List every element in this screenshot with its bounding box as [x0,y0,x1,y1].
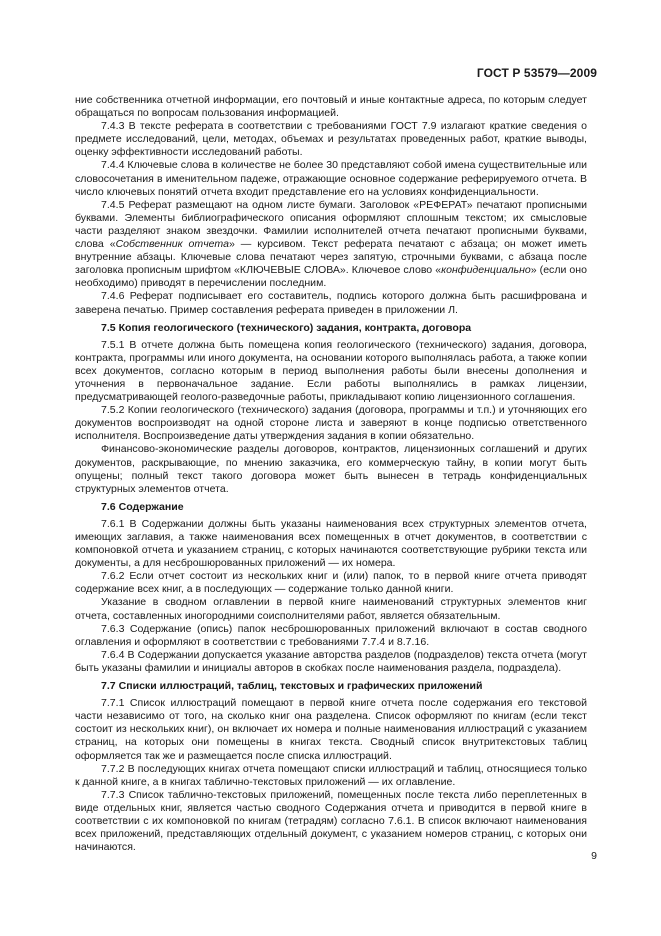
document-body [75,94,587,854]
paragraph-7-6-3: 7.6.3 Содержание (опись) папок несброшюрованных приложений включают в состав сводного оглавления и оформляют в соответствии с требованиями 7.7.4 и 8.7.16. [75,622,587,648]
paragraph-7-5-2: 7.5.2 Копии геологического (технического) задания (договора, программы и т.п.) и уточняющих его документов воспроизводят на одной стороне листа и заверяют в конце подписью ответственного исполнителя. Воспроизведение даты утверждения задания в копии обязательно. [75,404,587,443]
paragraph-7-6-1: 7.6.1 В Содержании должны быть указаны наименования всех структурных элементов отчета, имеющих заглавия, а также наименования всех помещенных в отчет документов, в соответствии с компоновкой отчета и указанием страниц, с которых начинаются соответствующие рубрики текста или документы, а для несброшюрованных приложений — их номера. [75,517,587,570]
italic-term: Собственник отчета [115,238,229,251]
paragraph-financial: Финансово-экономические разделы договоров, контрактов, лицензионных соглашений и других документов, раскрывающие, по мнению заказчика, его коммерческую тайну, в копии могут быть опущены; полный текст такого договора может быть вынесен в тетрадь конфиденциальных структурных элементов отчета. [75,443,587,495]
text-run: » — курсивом. Текст реферата печатают с абзаца; он может иметь внутренние абзацы. Ключевые слова печатают через запятую, строчными буквами, с абзаца после заголовка прописным шрифтом «КЛЮЧЕВЫЕ СЛОВА». Ключевое слово « [75,238,587,277]
paragraph-continuation: ние собственника отчетной информации, его почтовый и иные контактные адреса, по которым следует обращаться по вопросам пользования информацией. [75,94,587,120]
paragraph-summary-toc: Указание в сводном оглавлении в первой книге наименований структурных элементов книг отчета, составленных иногородними соисполнителями работ, является обязательным. [75,596,587,622]
paragraph-7-6-4: 7.6.4 В Содержании допускается указание авторства разделов (подразделов) текста отчета (могут быть указаны фамилии и инициалы авторов в скобках после наименования раздела, подраздела). [75,648,587,674]
paragraph-7-4-5 [75,199,587,291]
page-number: 9 [591,850,597,862]
paragraph-7-5-1: 7.5.1 В отчете должна быть помещена копия геологического (технического) задания, договора, контракта, программы или иного документа, на основании которого выполнялась работа, а также копии всех документов, согласно которым в период выполнения работы были внесены дополнения и уточнения в первоначальное задание. Если работы выполнялись в рамках лицензии, предусматривающей геолого-разведочные работы, прикладывают копию лицензионного соглашения. [75,338,587,404]
paragraph-7-7-1: 7.7.1 Список иллюстраций помещают в первой книге отчета после содержания его текстовой части независимо от того, на сколько книг она разделена. Список оформляют по книгам (если текст состоит из нескольких книг), он включает их номера и полные наименования иллюстраций с указанием страниц, на которых они помещены в книгах текста. Сводный список внутритекстовых таблиц оформляется так же и размещается после списка иллюстраций. [75,697,587,762]
section-heading-7-5: 7.5 Копия геологического (технического) задания, контракта, договора [101,321,472,334]
standard-header: ГОСТ Р 53579—2009 [476,66,597,80]
paragraph-7-7-3: 7.7.3 Список таблично-текстовых приложений, помещенных после текста либо переплетенных в виде отдельных книг, является частью сводного Содержания отчета и приводится в первой книге в соответствии с их компоновкой по книгам (тетрадям) согласно 7.6.1. В список включают наименования всех приложений, представляющих отдельный документ, с указанием номеров страниц, с которых они начинаются. [75,788,587,854]
italic-term: конфиденциально [441,264,531,277]
paragraph-7-4-4: 7.4.4 Ключевые слова в количестве не более 30 представляют собой имена существительные или словосочетания в именительном падеже, отражающие основное содержание реферируемого отчета. В число ключевых понятий отчета входит представление его на условиях конфиденциальности. [75,159,587,198]
paragraph-7-4-3: 7.4.3 В тексте реферата в соответствии с требованиями ГОСТ 7.9 излагают краткие сведения о предмете исследований, цели, методах, объемах и результатах проведенных работ, краткие выводы, оценку эффективности исследований работы. [75,120,587,159]
paragraph-7-4-6: 7.4.6 Реферат подписывает его составитель, подпись которого должна быть расшифрована и заверена печатью. Пример составления реферата приведен в приложении Л. [75,290,587,316]
paragraph-7-6-2: 7.6.2 Если отчет состоит из нескольких книг и (или) папок, то в первой книге отчета приводят содержание всех книг, а в последующих — содержание только данной книги. [75,570,587,596]
text-run: » (если оно необходимо) приводят в перечислении последним. [75,264,587,290]
paragraph-7-7-2: 7.7.2 В последующих книгах отчета помещают списки иллюстраций и таблиц, относящиеся только к данной книге, а в книгах таблично-текстовых приложений — их оглавление. [75,762,587,788]
text-run: 7.4.5 Реферат размещают на одном листе бумаги. Заголовок «РЕФЕРАТ» печатают прописными буквами. Элементы библиографического описания оформляют сплошным текстом; их смысловые части разделяют знаком звездочки. Фамилии исполнителей отчета печатают прописными буквами, слова « [75,198,587,251]
section-heading-7-6: 7.6 Содержание [101,500,184,513]
section-heading-7-7: 7.7 Списки иллюстраций, таблиц, текстовых и графических приложений [101,680,483,693]
